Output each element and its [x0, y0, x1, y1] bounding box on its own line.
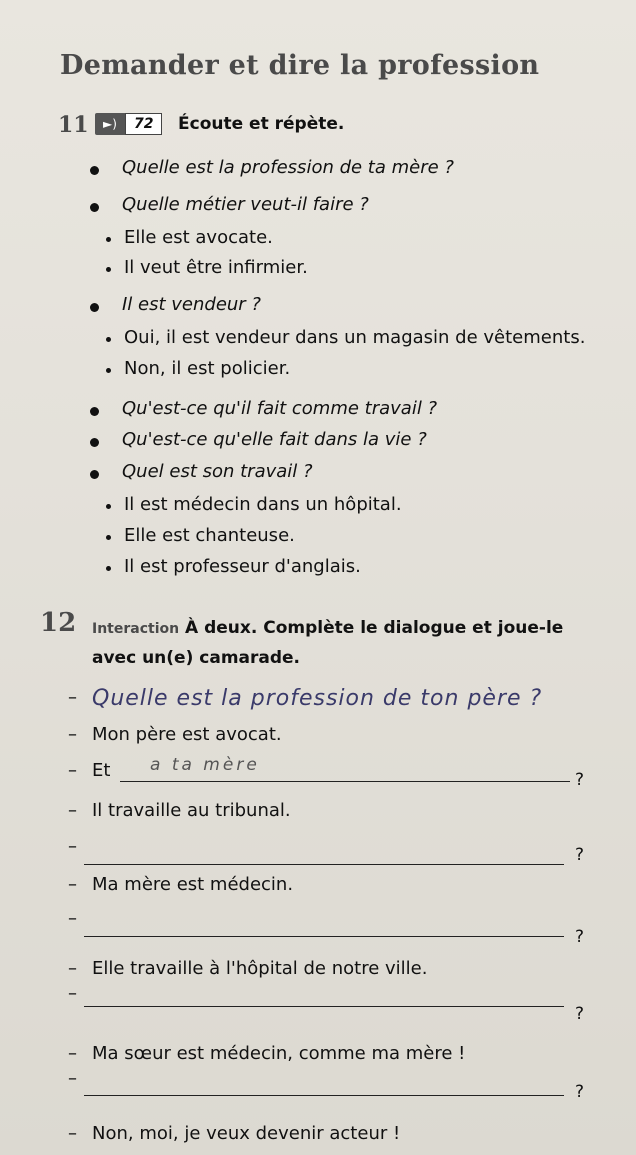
question-mark: ?: [575, 770, 585, 790]
dialogue-line: Elle travaille à l'hôpital de notre ville.: [92, 958, 428, 979]
dialogue-dash: –: [68, 1043, 77, 1064]
question-mark: ?: [575, 1004, 585, 1024]
track-number: 72: [125, 113, 162, 135]
exercise-12-number: 12: [40, 608, 77, 638]
dialogue-dash: –: [68, 687, 77, 708]
question-line: Il est vendeur ?: [122, 294, 261, 315]
exercise-12-instruction: [92, 614, 592, 673]
question-mark: ?: [575, 927, 585, 947]
dialogue-et: Et: [92, 760, 111, 781]
answer-line: Elle est avocate.: [124, 227, 273, 248]
answer-blank[interactable]: [84, 935, 564, 937]
dialogue-line: Mon père est avocat.: [92, 724, 282, 745]
exercise-11-number: 11: [58, 112, 89, 138]
answer-line: Il veut être infirmier.: [124, 257, 308, 278]
dialogue-dash: –: [68, 836, 77, 857]
exercise-11-instruction: Écoute et répète.: [178, 114, 345, 134]
dialogue-dash: –: [68, 983, 77, 1004]
answer-blank[interactable]: [84, 863, 564, 865]
answer-line: Oui, il est vendeur dans un magasin de vêtements.: [124, 327, 586, 348]
instruction-text: À deux. Complète le dialogue et joue-le avec un(e) camarade.: [92, 618, 564, 668]
question-line: Quel est son travail ?: [122, 461, 313, 482]
question-line: Qu'est-ce qu'il fait comme travail ?: [122, 398, 438, 419]
dialogue-dash: –: [68, 1068, 77, 1089]
question-mark: ?: [575, 845, 585, 865]
dialogue-dash: –: [68, 1123, 77, 1144]
dialogue-line: Ma mère est médecin.: [92, 874, 294, 895]
answer-blank[interactable]: [84, 1094, 564, 1096]
dialogue-line: Il travaille au tribunal.: [92, 800, 291, 821]
dialogue-dash: –: [68, 724, 77, 745]
speaker-icon: ►): [95, 113, 125, 135]
interaction-label: Interaction: [92, 621, 180, 637]
audio-track-badge[interactable]: [95, 113, 162, 135]
dialogue-dash: –: [68, 874, 77, 895]
handwritten-answer-1[interactable]: Quelle est la profession de ton père ?: [92, 686, 543, 711]
dialogue-line: Non, moi, je veux devenir acteur !: [92, 1123, 401, 1144]
dialogue-dash: –: [68, 958, 77, 979]
answer-line: Il est professeur d'anglais.: [124, 556, 361, 577]
question-mark: ?: [575, 1082, 585, 1102]
dialogue-dash: –: [68, 800, 77, 821]
page-title: Demander et dire la profession: [60, 50, 540, 81]
answer-line: Il est médecin dans un hôpital.: [124, 494, 402, 515]
answer-line: Non, il est policier.: [124, 358, 291, 379]
question-line: Quelle métier veut-il faire ?: [122, 194, 369, 215]
dialogue-line: Ma sœur est médecin, comme ma mère !: [92, 1043, 466, 1064]
answer-blank[interactable]: [84, 1005, 564, 1007]
answer-blank[interactable]: [120, 780, 570, 782]
question-line: Quelle est la profession de ta mère ?: [122, 157, 454, 178]
question-line: Qu'est-ce qu'elle fait dans la vie ?: [122, 429, 427, 450]
dialogue-dash: –: [68, 760, 77, 781]
answer-line: Elle est chanteuse.: [124, 525, 295, 546]
dialogue-dash: –: [68, 908, 77, 929]
handwritten-answer-2[interactable]: a ta mère: [150, 755, 260, 775]
